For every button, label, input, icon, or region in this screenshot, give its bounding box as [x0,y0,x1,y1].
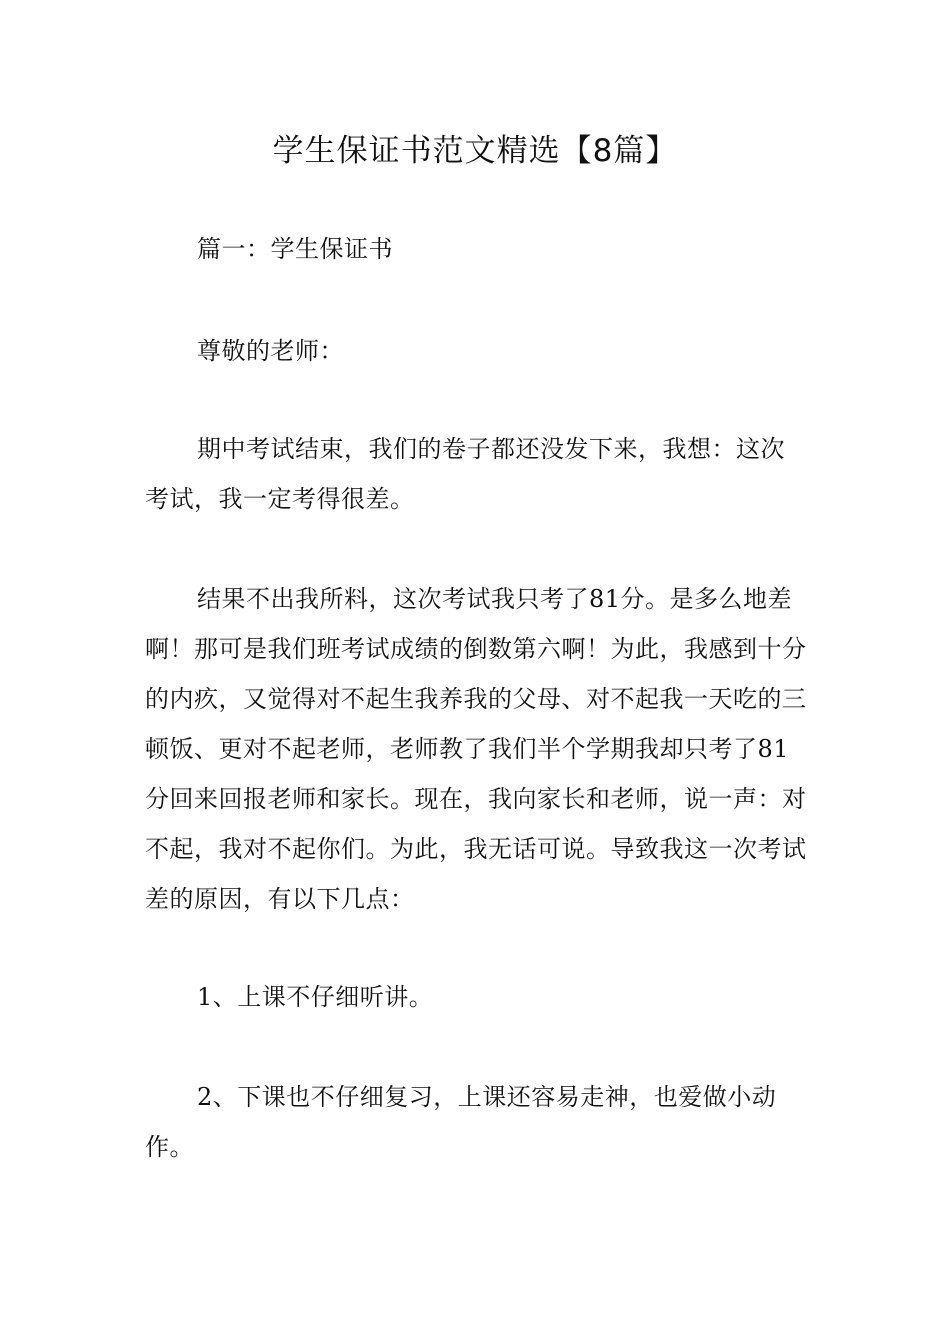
salutation: 尊敬的老师： [197,337,344,365]
body-paragraph: 期中考试结束，我们的卷子都还没发下来，我想：这次考试，我一定考得很差。 [145,435,785,513]
body-paragraph: 结果不出我所料，这次考试我只考了81分。是多么地差啊！那可是我们班考试成绩的倒数第六啊！为此，我感到十分的内疚，又觉得对不起生我养我的父母、对不起我一天吃的三顿饭、更对不起老师，老师教了我们半个学期我却只考了81分回来回报老师和家长。现在，我向家长和老师，说一声：对不起，我对不起你们。为此，我无话可说。导致我这一次考试差的原因，有以下几点： [145,585,807,913]
section-heading: 篇一：学生保证书 [197,235,393,263]
document-title: 学生保证书范文精选【8篇】 [272,133,678,169]
list-item: 1、上课不仔细听讲。 [197,983,434,1011]
list-item: 2、下课也不仔细复习，上课还容易走神，也爱做小动作。 [145,1083,777,1161]
